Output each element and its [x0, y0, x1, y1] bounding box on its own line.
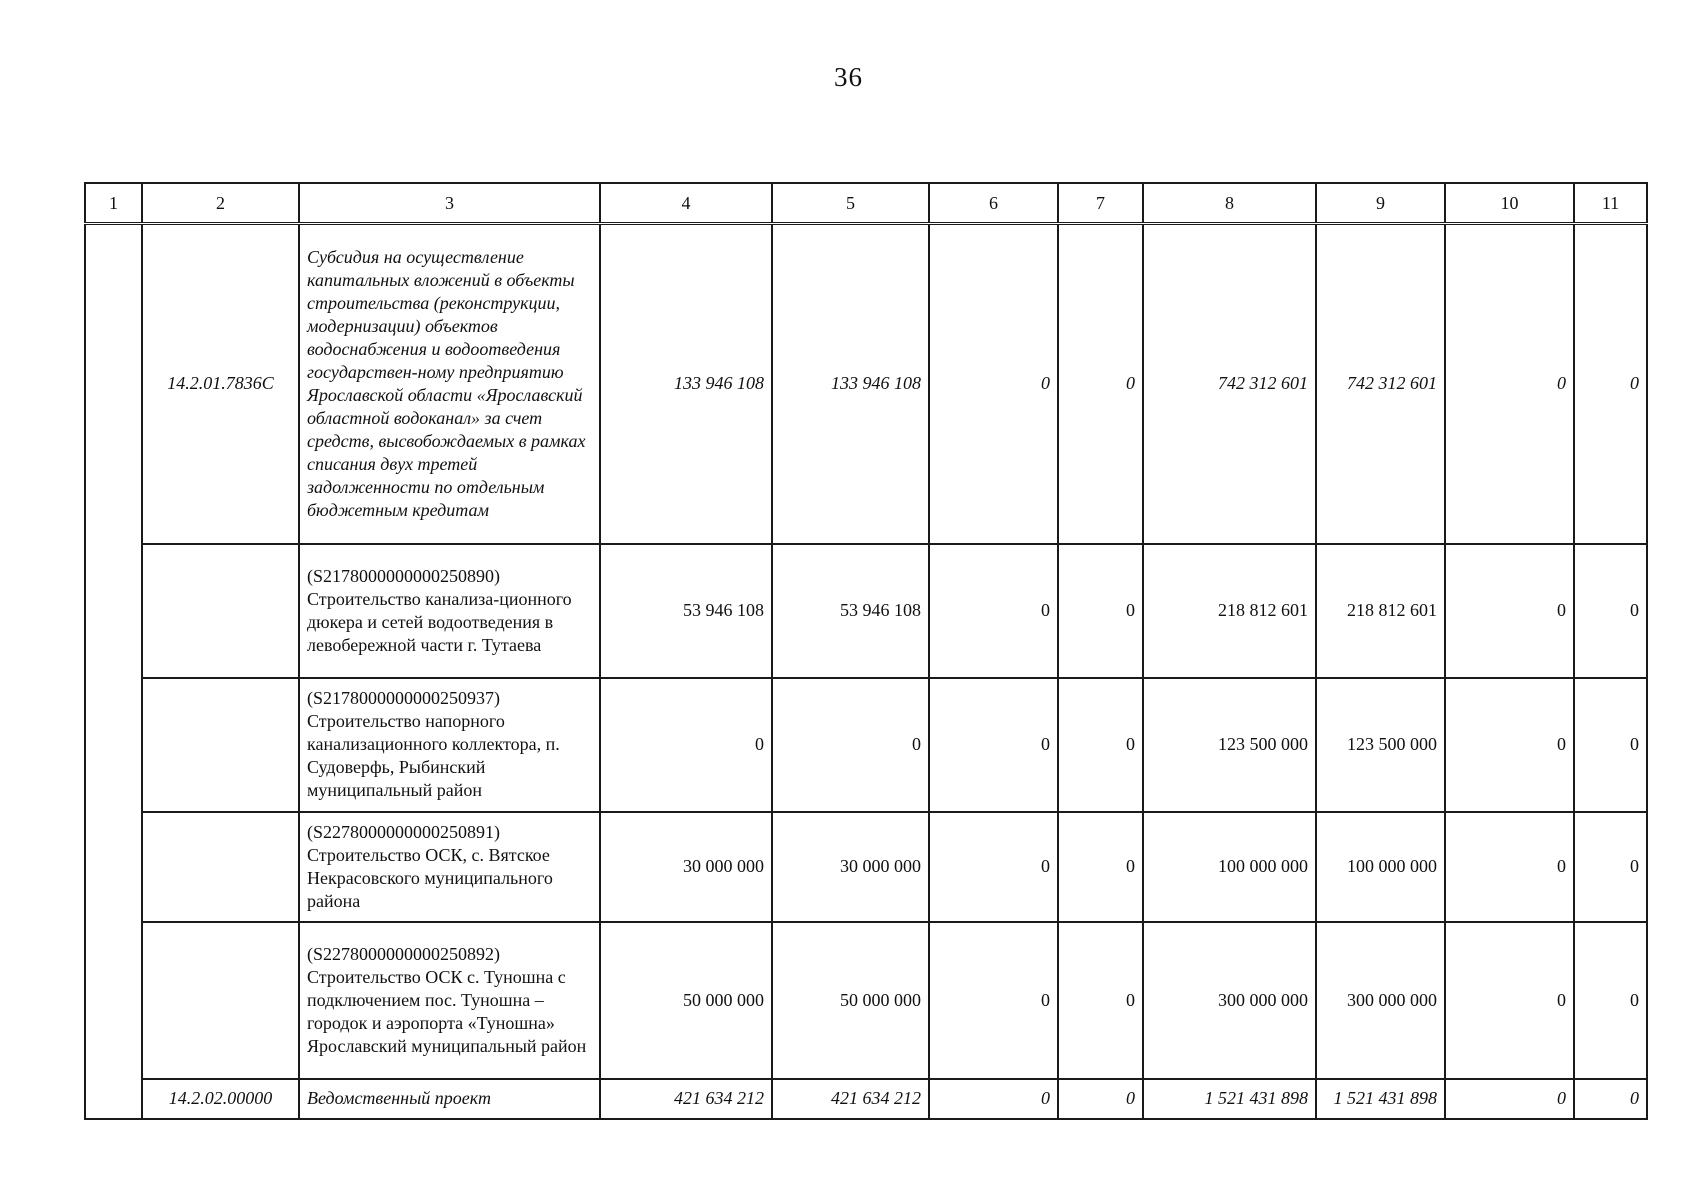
- table-row: [85, 544, 1647, 678]
- column-header: 2: [142, 183, 299, 224]
- value-cell: 300 000 000: [1316, 922, 1445, 1079]
- name-cell: (S2178000000000250937) Строительство напорного канализационного коллектора, п. Судоверфь, Рыбинский муниципальный район: [299, 678, 600, 812]
- value-cell: 0: [929, 678, 1058, 812]
- value-cell: 218 812 601: [1316, 544, 1445, 678]
- value-cell: 50 000 000: [600, 922, 772, 1079]
- value-cell: 0: [1574, 224, 1647, 544]
- value-cell: 300 000 000: [1143, 922, 1316, 1079]
- column-header: 1: [85, 183, 142, 224]
- value-cell: 0: [600, 678, 772, 812]
- value-cell: 0: [1574, 922, 1647, 1079]
- value-cell: 123 500 000: [1316, 678, 1445, 812]
- value-cell: 1 521 431 898: [1143, 1079, 1316, 1119]
- code-cell: [142, 544, 299, 678]
- value-cell: 1 521 431 898: [1316, 1079, 1445, 1119]
- value-cell: 50 000 000: [772, 922, 929, 1079]
- value-cell: 0: [929, 922, 1058, 1079]
- value-cell: 0: [772, 678, 929, 812]
- value-cell: 0: [1574, 1079, 1647, 1119]
- value-cell: 30 000 000: [600, 812, 772, 922]
- column-header: 9: [1316, 183, 1445, 224]
- value-cell: 0: [1058, 922, 1143, 1079]
- column-header: 7: [1058, 183, 1143, 224]
- value-cell: 0: [1445, 1079, 1574, 1119]
- column-header: 10: [1445, 183, 1574, 224]
- value-cell: 0: [1058, 224, 1143, 544]
- value-cell: 0: [1445, 812, 1574, 922]
- code-cell: [142, 922, 299, 1079]
- name-cell: Субсидия на осуществление капитальных вложений в объекты строительства (реконструкции, модернизации) объектов водоснабжения и водоотведения государствен-ному предприятию Ярославской области «Ярославский областной водоканал» за счет средств, высвобождаемых в рамках списания двух третей задолженности по отдельным бюджетным кредитам: [299, 224, 600, 544]
- value-cell: 0: [1058, 1079, 1143, 1119]
- column-header: 5: [772, 183, 929, 224]
- value-cell: 0: [1058, 812, 1143, 922]
- value-cell: 0: [1574, 812, 1647, 922]
- table-row: [85, 224, 1647, 544]
- code-cell: 14.2.01.7836С: [142, 224, 299, 544]
- column-header: 4: [600, 183, 772, 224]
- name-cell: (S2278000000000250892) Строительство ОСК с. Туношна с подключением пос. Туношна – городок и аэропорта «Туношна» Ярославский муниципальный район: [299, 922, 600, 1079]
- value-cell: 0: [929, 1079, 1058, 1119]
- budget-table: [84, 182, 1648, 1120]
- value-cell: 421 634 212: [600, 1079, 772, 1119]
- code-cell: [142, 678, 299, 812]
- value-cell: 421 634 212: [772, 1079, 929, 1119]
- column-header: 8: [1143, 183, 1316, 224]
- column-header: 11: [1574, 183, 1647, 224]
- code-cell: 14.2.02.00000: [142, 1079, 299, 1119]
- table-row: [85, 812, 1647, 922]
- value-cell: 0: [1445, 678, 1574, 812]
- table-row: [85, 1079, 1647, 1119]
- value-cell: 218 812 601: [1143, 544, 1316, 678]
- value-cell: 0: [1574, 678, 1647, 812]
- name-cell: (S2278000000000250891) Строительство ОСК, с. Вятское Некрасовского муниципального района: [299, 812, 600, 922]
- value-cell: 0: [1445, 922, 1574, 1079]
- value-cell: 0: [1058, 544, 1143, 678]
- table-row: [85, 922, 1647, 1079]
- value-cell: 100 000 000: [1316, 812, 1445, 922]
- value-cell: 53 946 108: [772, 544, 929, 678]
- column-header: 6: [929, 183, 1058, 224]
- value-cell: 0: [1445, 544, 1574, 678]
- value-cell: 30 000 000: [772, 812, 929, 922]
- value-cell: 123 500 000: [1143, 678, 1316, 812]
- value-cell: 0: [1574, 544, 1647, 678]
- value-cell: 0: [929, 544, 1058, 678]
- table-row: [85, 678, 1647, 812]
- value-cell: 0: [1058, 678, 1143, 812]
- value-cell: 742 312 601: [1143, 224, 1316, 544]
- value-cell: 133 946 108: [772, 224, 929, 544]
- value-cell: 133 946 108: [600, 224, 772, 544]
- value-cell: 742 312 601: [1316, 224, 1445, 544]
- name-cell: Ведомственный проект: [299, 1079, 600, 1119]
- page-number: 36: [834, 62, 863, 92]
- header-row: [85, 183, 1647, 224]
- value-cell: 0: [1445, 224, 1574, 544]
- value-cell: 53 946 108: [600, 544, 772, 678]
- value-cell: 0: [929, 812, 1058, 922]
- name-cell: (S2178000000000250890) Строительство канализа-ционного дюкера и сетей водоотведения в левобережной части г. Тутаева: [299, 544, 600, 678]
- column-header: 3: [299, 183, 600, 224]
- value-cell: 100 000 000: [1143, 812, 1316, 922]
- code-cell: [142, 812, 299, 922]
- value-cell: 0: [929, 224, 1058, 544]
- column-1-cell: [85, 224, 142, 1119]
